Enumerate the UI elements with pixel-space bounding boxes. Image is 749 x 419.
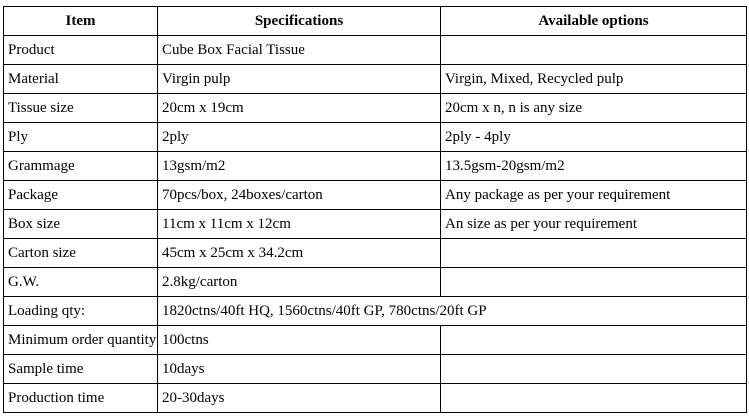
table-row	[4, 36, 747, 65]
option-cell	[441, 268, 747, 297]
item-cell: Material	[4, 65, 158, 94]
option-cell	[441, 355, 747, 384]
spec-cell: 20cm x 19cm	[158, 94, 441, 123]
header-item: Item	[4, 7, 158, 36]
item-cell: Sample time	[4, 355, 158, 384]
table-row	[4, 123, 747, 152]
spec-cell: Cube Box Facial Tissue	[158, 36, 441, 65]
item-cell: Package	[4, 181, 158, 210]
spec-cell: 13gsm/m2	[158, 152, 441, 181]
table-row	[4, 210, 747, 239]
spec-cell: 45cm x 25cm x 34.2cm	[158, 239, 441, 268]
spec-table	[3, 6, 747, 413]
table-row	[4, 152, 747, 181]
option-cell	[441, 36, 747, 65]
option-cell	[441, 239, 747, 268]
item-cell: Ply	[4, 123, 158, 152]
option-cell	[441, 384, 747, 413]
option-cell	[441, 326, 747, 355]
header-row	[4, 7, 747, 36]
item-cell: Tissue size	[4, 94, 158, 123]
table-row	[4, 94, 747, 123]
item-cell: G.W.	[4, 268, 158, 297]
option-cell: An size as per your requirement	[441, 210, 747, 239]
table-row	[4, 268, 747, 297]
spec-cell: Virgin pulp	[158, 65, 441, 94]
table-row	[4, 297, 747, 326]
table-row	[4, 384, 747, 413]
item-cell: Product	[4, 36, 158, 65]
item-cell: Production time	[4, 384, 158, 413]
spec-cell: 70pcs/box, 24boxes/carton	[158, 181, 441, 210]
option-cell: Any package as per your requirement	[441, 181, 747, 210]
spec-cell: 10days	[158, 355, 441, 384]
table-row	[4, 239, 747, 268]
option-cell: Virgin, Mixed, Recycled pulp	[441, 65, 747, 94]
table-row	[4, 181, 747, 210]
table-row	[4, 355, 747, 384]
option-cell: 13.5gsm-20gsm/m2	[441, 152, 747, 181]
table-row	[4, 65, 747, 94]
option-cell: 2ply - 4ply	[441, 123, 747, 152]
option-cell: 20cm x n, n is any size	[441, 94, 747, 123]
item-cell: Minimum order quantity	[4, 326, 158, 355]
header-specifications: Specifications	[158, 7, 441, 36]
spec-cell: 2ply	[158, 123, 441, 152]
header-available-options: Available options	[441, 7, 747, 36]
spec-cell-merged: 1820ctns/40ft HQ, 1560ctns/40ft GP, 780ctns/20ft GP	[158, 297, 747, 326]
spec-cell: 20-30days	[158, 384, 441, 413]
item-cell: Grammage	[4, 152, 158, 181]
spec-cell: 2.8kg/carton	[158, 268, 441, 297]
item-cell: Loading qty:	[4, 297, 158, 326]
spec-cell: 11cm x 11cm x 12cm	[158, 210, 441, 239]
item-cell: Box size	[4, 210, 158, 239]
table-row	[4, 326, 747, 355]
item-cell: Carton size	[4, 239, 158, 268]
spec-cell: 100ctns	[158, 326, 441, 355]
